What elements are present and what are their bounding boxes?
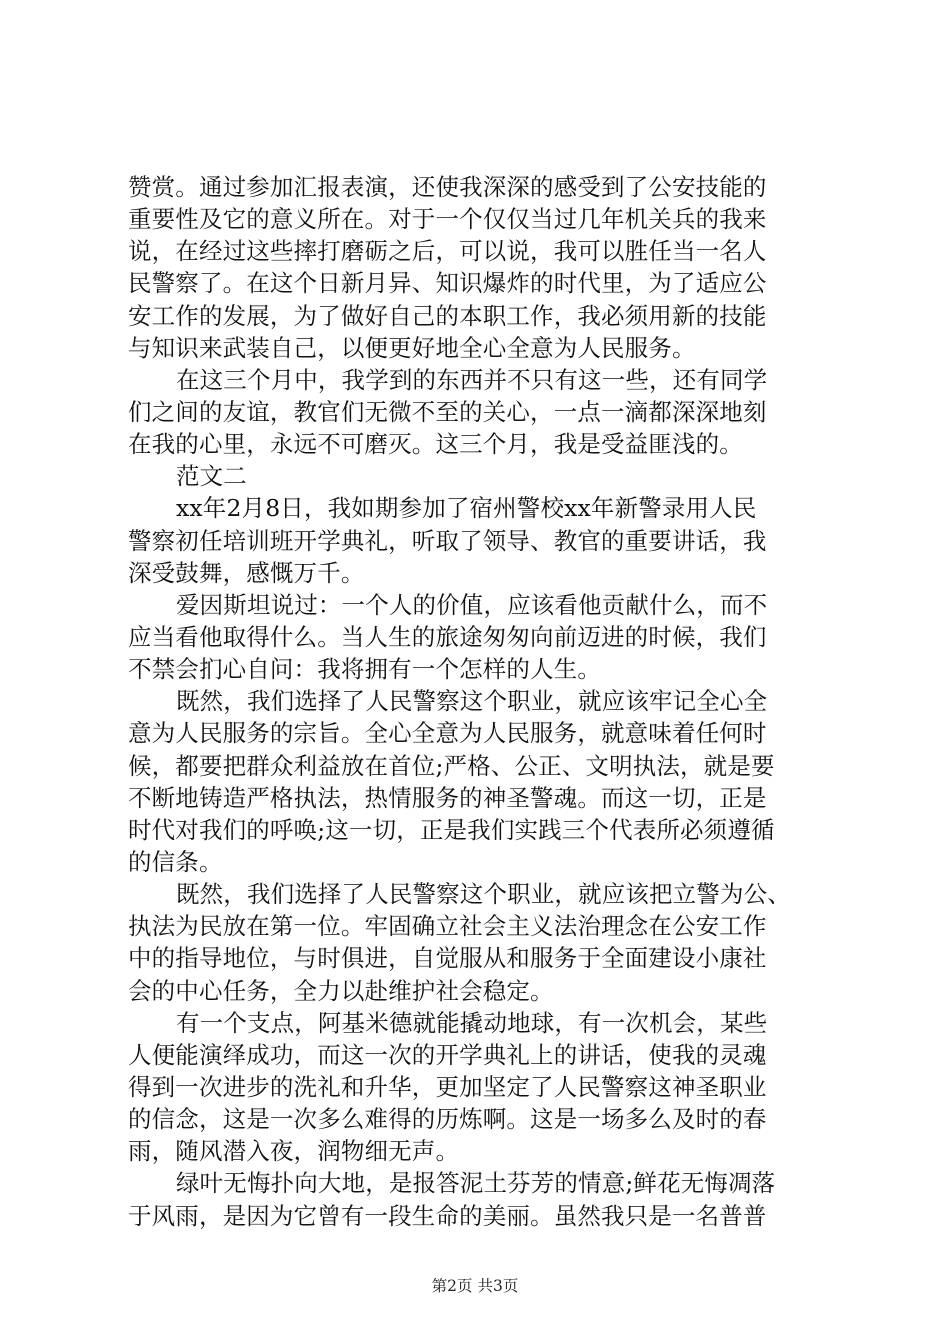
text-line: 在我的心里，永远不可磨灭。这三个月，我是受益匪浅的。 <box>128 430 743 459</box>
paragraph-start-line: 在这三个月中，我学到的东西并不只有这一些，还有同学 <box>176 365 768 394</box>
text-line: 雨，随风潜入夜，润物细无声。 <box>128 1137 460 1166</box>
text-line: 们之间的友谊，教官们无微不至的关心，一点一滴都深深地刻 <box>128 397 767 426</box>
text-line: 的信念，这是一次多么难得的历炼啊。这是一场多么及时的春 <box>128 1105 767 1134</box>
document-body <box>128 171 834 1232</box>
paragraph-start-line: 绿叶无悔扑向大地，是报答泥土芬芳的情意;鲜花无悔凋落 <box>176 1169 776 1198</box>
page-number-footer: 第2页 共3页 <box>431 1277 519 1295</box>
text-line: 民警察了。在这个日新月异、知识爆炸的时代里，为了适应公 <box>128 269 767 298</box>
text-line: 候，都要把群众利益放在首位;严格、公正、文明执法，就是要 <box>128 751 775 780</box>
text-line: 重要性及它的意义所在。对于一个仅仅当过几年机关兵的我来 <box>128 205 767 234</box>
paragraph-start-line: 既然，我们选择了人民警察这个职业，就应该把立警为公、 <box>176 880 791 909</box>
text-line: 应当看他取得什么。当人生的旅途匆匆向前迈进的时候，我们 <box>128 622 767 651</box>
text-line: 赞赏。通过参加汇报表演，还使我深深的感受到了公安技能的 <box>128 173 767 201</box>
paragraph-start-line: xx年2月8日，我如期参加了宿州警校xx年新警录用人民 <box>176 494 757 523</box>
paragraph-start-line: 爱因斯坦说过：一个人的价值，应该看他贡献什么，而不 <box>176 590 768 619</box>
text-line: 与知识来武装自己，以便更好地全心全意为人民服务。 <box>128 333 696 362</box>
text-line: 于风雨，是因为它曾有一段生命的美丽。虽然我只是一名普普 <box>128 1201 767 1230</box>
text-line: 中的指导地位，与时俱进，自觉服从和服务于全面建设小康社 <box>128 944 767 973</box>
text-line: 时代对我们的呼唤;这一切，正是我们实践三个代表所必须遵循 <box>128 815 775 844</box>
paragraph-start-line: 有一个支点，阿基米德就能撬动地球，有一次机会，某些 <box>176 1008 768 1037</box>
text-line: 得到一次进步的洗礼和升华，更加坚定了人民警察这神圣职业 <box>128 1072 767 1101</box>
text-line: 警察初任培训班开学典礼，听取了领导、教官的重要讲话，我 <box>128 526 767 555</box>
text-line: 人便能演绎成功，而这一次的开学典礼上的讲话，使我的灵魂 <box>128 1040 767 1069</box>
text-line: 不断地铸造严格执法，热情服务的神圣警魂。而这一切，正是 <box>128 783 767 812</box>
paragraph-start-line: 既然，我们选择了人民警察这个职业，就应该牢记全心全 <box>176 687 768 716</box>
section-heading: 范文二 <box>176 462 247 491</box>
text-line: 安工作的发展，为了做好自己的本职工作，我必须用新的技能 <box>128 301 767 330</box>
text-line: 执法为民放在第一位。牢固确立社会主义法治理念在公安工作 <box>128 912 767 941</box>
text-line: 不禁会扪心自问：我将拥有一个怎样的人生。 <box>128 655 601 684</box>
text-line: 深受鼓舞，感慨万千。 <box>128 558 365 587</box>
text-line: 意为人民服务的宗旨。全心全意为人民服务，就意味着任何时 <box>128 719 767 748</box>
text-line: 的信条。 <box>128 847 223 876</box>
text-line: 会的中心任务，全力以赴维护社会稳定。 <box>128 976 554 1005</box>
text-line: 说，在经过这些摔打磨砺之后，可以说，我可以胜任当一名人 <box>128 237 767 266</box>
